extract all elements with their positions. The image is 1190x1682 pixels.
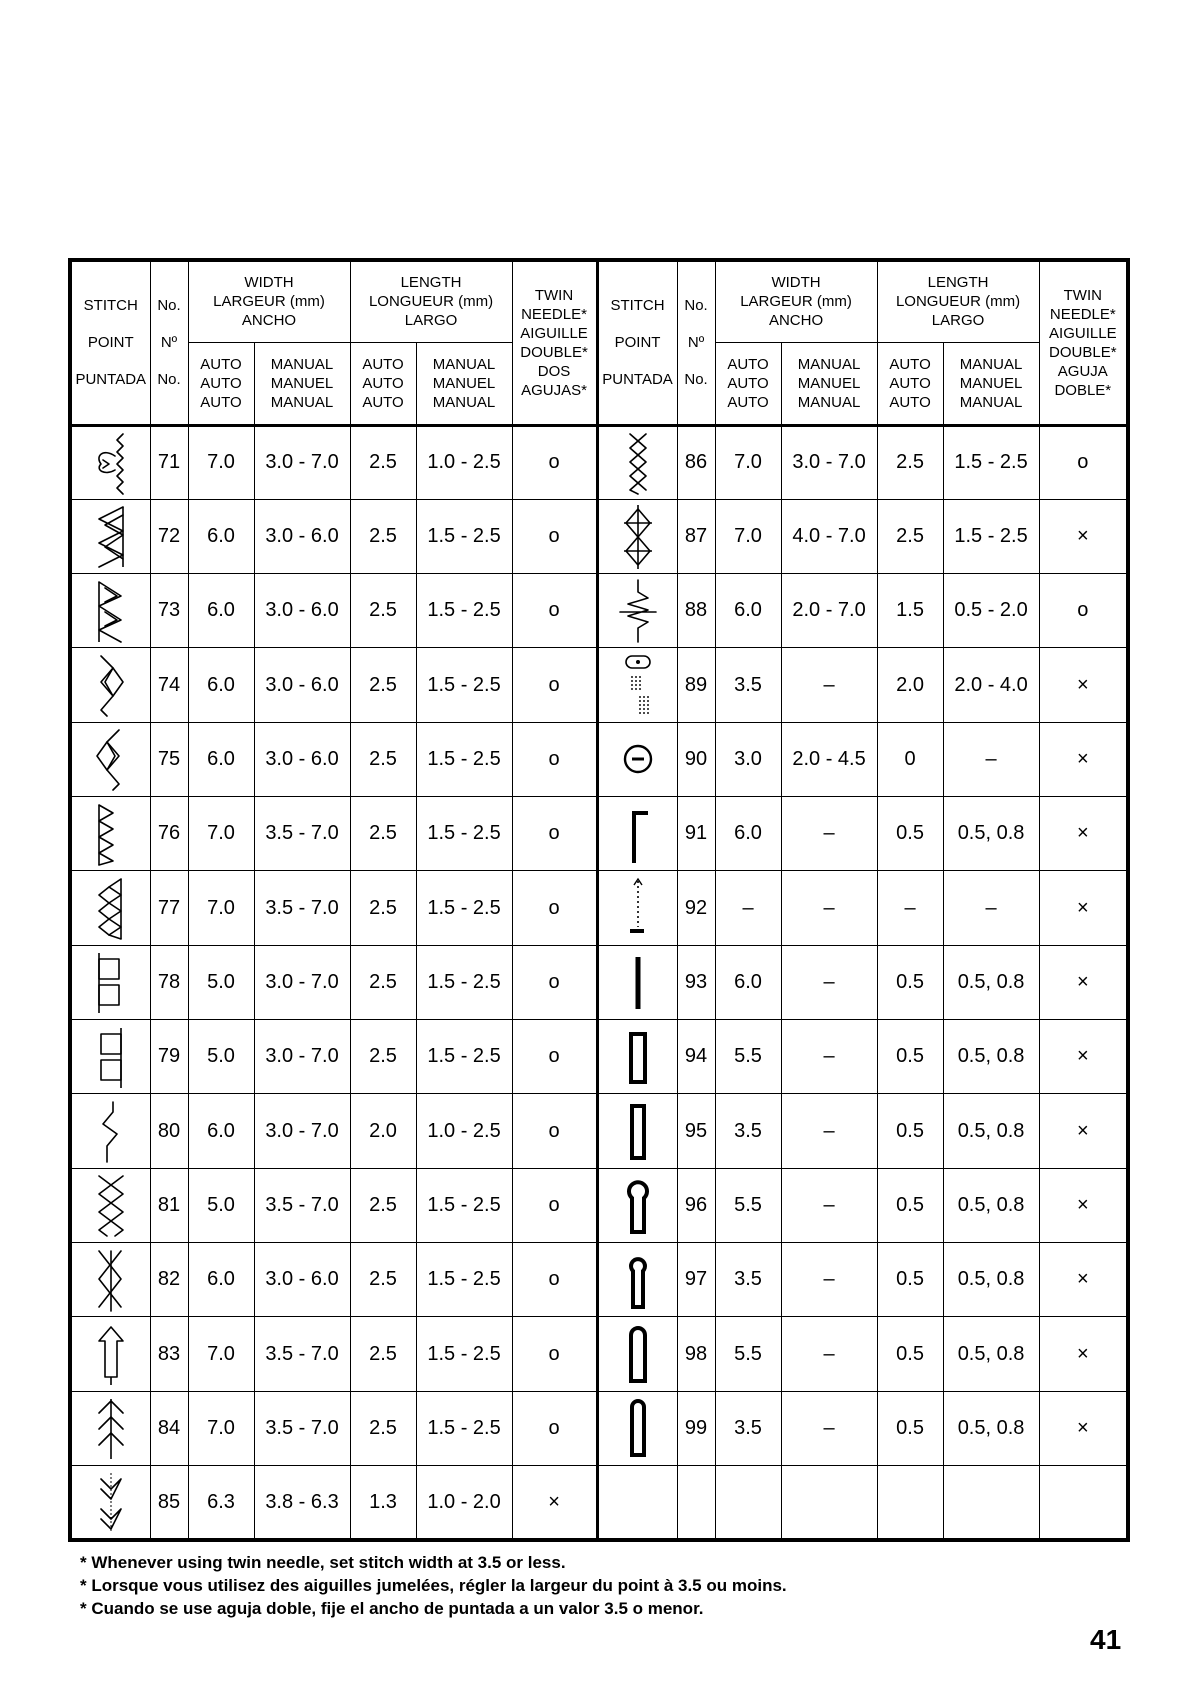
length-manual-value: 0.5, 0.8 [943, 1168, 1039, 1242]
stitch-number: 74 [150, 648, 188, 722]
table-row [70, 648, 1128, 722]
stitch-number: 94 [677, 1020, 715, 1094]
header-width-auto-right: AUTO AUTO AUTO [715, 342, 781, 425]
length-manual-value: – [943, 871, 1039, 945]
header-width-manual-left: MANUAL MANUEL MANUAL [254, 342, 350, 425]
stitch-number: 80 [150, 1094, 188, 1168]
stitch-icon-cell [597, 797, 677, 871]
stitch-number: 82 [150, 1243, 188, 1317]
stitch-icon-cell [70, 1020, 150, 1094]
stitch-83-icon [72, 1321, 150, 1387]
stitch-number: 97 [677, 1243, 715, 1317]
length-auto-value: 2.5 [350, 722, 416, 796]
length-auto-value: 2.5 [350, 1168, 416, 1242]
length-manual-value: 0.5 - 2.0 [943, 574, 1039, 648]
width-manual-value: 3.0 - 6.0 [254, 574, 350, 648]
width-manual-value: 3.5 - 7.0 [254, 871, 350, 945]
table-row [70, 425, 1128, 499]
length-manual-value: 1.5 - 2.5 [416, 648, 512, 722]
twin-needle-mark: × [1039, 1020, 1128, 1094]
length-auto-value: 0.5 [877, 1243, 943, 1317]
stitch-99-icon [599, 1395, 677, 1461]
length-manual-value: 1.5 - 2.5 [943, 499, 1039, 573]
width-manual-value: – [781, 1168, 877, 1242]
width-auto-value: 6.0 [188, 574, 254, 648]
twin-needle-mark: o [512, 499, 597, 573]
width-manual-value: – [781, 1243, 877, 1317]
table-row [70, 945, 1128, 1019]
table-row [70, 1317, 1128, 1391]
length-manual-value: 1.0 - 2.5 [416, 1094, 512, 1168]
twin-needle-mark: o [512, 574, 597, 648]
stitch-87-icon [599, 503, 677, 569]
stitch-icon-cell [70, 797, 150, 871]
stitch-icon-cell [70, 425, 150, 499]
twin-needle-mark: × [1039, 722, 1128, 796]
length-manual-value: 0.5, 0.8 [943, 1243, 1039, 1317]
length-manual-value: 2.0 - 4.0 [943, 648, 1039, 722]
length-auto-value [877, 1466, 943, 1540]
twin-needle-mark: o [512, 1243, 597, 1317]
stitch-94-icon [599, 1024, 677, 1090]
twin-needle-mark: × [1039, 648, 1128, 722]
twin-needle-mark: o [512, 871, 597, 945]
stitch-78-icon [72, 949, 150, 1015]
length-auto-value: 0.5 [877, 1168, 943, 1242]
header-no-left: No. Nº No. [150, 260, 188, 425]
width-manual-value: 3.0 - 7.0 [254, 1020, 350, 1094]
twin-needle-mark: o [512, 797, 597, 871]
stitch-number: 92 [677, 871, 715, 945]
twin-needle-mark: × [1039, 1317, 1128, 1391]
stitch-icon-cell [597, 425, 677, 499]
twin-needle-mark: o [512, 425, 597, 499]
twin-needle-mark: o [512, 945, 597, 1019]
length-auto-value: 0.5 [877, 797, 943, 871]
twin-needle-mark: o [512, 722, 597, 796]
header-width-left: WIDTH LARGEUR (mm) ANCHO [188, 260, 350, 342]
length-manual-value: 1.0 - 2.0 [416, 1466, 512, 1540]
stitch-77-icon [72, 875, 150, 941]
length-auto-value: 0.5 [877, 1391, 943, 1465]
twin-needle-mark: × [1039, 1243, 1128, 1317]
twin-needle-mark: o [512, 1020, 597, 1094]
width-auto-value: 6.0 [188, 722, 254, 796]
width-auto-value: 6.0 [188, 1094, 254, 1168]
stitch-number: 75 [150, 722, 188, 796]
width-auto-value: 7.0 [188, 1391, 254, 1465]
length-manual-value: 1.5 - 2.5 [416, 1391, 512, 1465]
stitch-72-icon [72, 503, 150, 569]
stitch-icon-cell [597, 648, 677, 722]
stitch-91-icon [599, 801, 677, 867]
length-auto-value: 2.5 [350, 797, 416, 871]
stitch-icon-cell [70, 945, 150, 1019]
length-auto-value: 2.5 [350, 1391, 416, 1465]
width-auto-value [715, 1466, 781, 1540]
stitch-number: 88 [677, 574, 715, 648]
length-auto-value: 2.5 [350, 425, 416, 499]
twin-needle-mark: × [1039, 499, 1128, 573]
stitch-79-icon [72, 1024, 150, 1090]
footnote-english: * Whenever using twin needle, set stitch width at 3.5 or less. [80, 1553, 566, 1572]
width-auto-value: 6.0 [188, 648, 254, 722]
header-length-left: LENGTH LONGUEUR (mm) LARGO [350, 260, 512, 342]
stitch-icon-cell [70, 648, 150, 722]
stitch-number: 89 [677, 648, 715, 722]
width-auto-value: 6.3 [188, 1466, 254, 1540]
stitch-icon-cell [70, 574, 150, 648]
width-manual-value: 3.5 - 7.0 [254, 1317, 350, 1391]
stitch-number: 79 [150, 1020, 188, 1094]
stitch-icon-cell [597, 574, 677, 648]
stitch-85-icon [72, 1469, 150, 1535]
table-row [70, 722, 1128, 796]
length-manual-value: 1.5 - 2.5 [416, 1168, 512, 1242]
width-manual-value: – [781, 1094, 877, 1168]
length-auto-value: 2.0 [877, 648, 943, 722]
stitch-icon-cell [70, 1168, 150, 1242]
width-auto-value: 3.5 [715, 648, 781, 722]
width-auto-value: 6.0 [715, 574, 781, 648]
header-stitch-right: STITCH POINT PUNTADA [597, 260, 677, 425]
table-row [70, 1391, 1128, 1465]
stitch-icon-cell [70, 1391, 150, 1465]
width-manual-value [781, 1466, 877, 1540]
twin-needle-mark: o [1039, 574, 1128, 648]
length-auto-value: 1.3 [350, 1466, 416, 1540]
stitch-number: 72 [150, 499, 188, 573]
table-row [70, 1168, 1128, 1242]
width-auto-value: 6.0 [715, 945, 781, 1019]
table-row [70, 871, 1128, 945]
stitch-icon-cell [70, 1466, 150, 1540]
width-manual-value: – [781, 797, 877, 871]
width-auto-value: 5.0 [188, 1168, 254, 1242]
length-manual-value: 1.5 - 2.5 [416, 1317, 512, 1391]
stitch-icon-cell [597, 1168, 677, 1242]
length-auto-value: 0.5 [877, 1094, 943, 1168]
stitch-number: 77 [150, 871, 188, 945]
stitch-98-icon [599, 1321, 677, 1387]
width-auto-value: 5.0 [188, 1020, 254, 1094]
width-auto-value: 7.0 [188, 1317, 254, 1391]
length-auto-value: 2.5 [350, 499, 416, 573]
header-stitch-left: STITCH POINT PUNTADA [70, 260, 150, 425]
stitch-icon-cell [597, 1094, 677, 1168]
stitch-82-icon [72, 1247, 150, 1313]
length-auto-value: 0.5 [877, 1317, 943, 1391]
table-row [70, 797, 1128, 871]
stitch-icon-cell [70, 1243, 150, 1317]
header-length-manual-left: MANUAL MANUEL MANUAL [416, 342, 512, 425]
length-auto-value: 2.5 [877, 499, 943, 573]
width-auto-value: 5.5 [715, 1168, 781, 1242]
length-auto-value: 2.5 [350, 1020, 416, 1094]
width-auto-value: – [715, 871, 781, 945]
width-manual-value: 3.0 - 7.0 [254, 1094, 350, 1168]
length-auto-value: 2.5 [350, 1243, 416, 1317]
table-row [70, 1466, 1128, 1540]
length-auto-value: 2.5 [877, 425, 943, 499]
table-row [70, 1243, 1128, 1317]
twin-needle-mark: × [1039, 797, 1128, 871]
twin-needle-mark: o [512, 1094, 597, 1168]
table-row [70, 499, 1128, 573]
stitch-number: 83 [150, 1317, 188, 1391]
stitch-73-icon [72, 578, 150, 644]
stitch-icon-cell [70, 1094, 150, 1168]
stitch-icon-cell [70, 871, 150, 945]
stitch-icon-cell [597, 1243, 677, 1317]
table-body [70, 425, 1128, 1540]
header-width-manual-right: MANUAL MANUEL MANUAL [781, 342, 877, 425]
width-auto-value: 3.0 [715, 722, 781, 796]
length-auto-value: 2.5 [350, 945, 416, 1019]
width-auto-value: 3.5 [715, 1391, 781, 1465]
header-length-manual-right: MANUAL MANUEL MANUAL [943, 342, 1039, 425]
stitch-number: 71 [150, 425, 188, 499]
stitch-97-icon [599, 1247, 677, 1313]
length-manual-value: 0.5, 0.8 [943, 945, 1039, 1019]
width-manual-value: – [781, 1020, 877, 1094]
stitch-89-icon [599, 652, 677, 718]
width-manual-value: – [781, 1317, 877, 1391]
stitch-number: 98 [677, 1317, 715, 1391]
width-auto-value: 3.5 [715, 1243, 781, 1317]
header-width-auto-left: AUTO AUTO AUTO [188, 342, 254, 425]
length-manual-value: 1.5 - 2.5 [943, 425, 1039, 499]
width-manual-value: 3.0 - 7.0 [781, 425, 877, 499]
stitch-number: 91 [677, 797, 715, 871]
stitch-number: 95 [677, 1094, 715, 1168]
stitch-80-icon [72, 1098, 150, 1164]
width-manual-value: – [781, 648, 877, 722]
stitch-93-icon [599, 949, 677, 1015]
twin-needle-mark: × [1039, 1391, 1128, 1465]
width-auto-value: 5.5 [715, 1317, 781, 1391]
stitch-icon-cell [597, 871, 677, 945]
header-twin-right: TWIN NEEDLE* AIGUILLE DOUBLE* AGUJA DOBLE* [1039, 260, 1128, 425]
stitch-71-icon [72, 430, 150, 496]
length-auto-value: 0 [877, 722, 943, 796]
stitch-74-icon [72, 652, 150, 718]
twin-needle-mark: o [512, 1317, 597, 1391]
length-manual-value: 0.5, 0.8 [943, 797, 1039, 871]
stitch-number: 85 [150, 1466, 188, 1540]
footnote-french: * Lorsque vous utilisez des aiguilles jumelées, régler la largeur du point à 3.5 ou moins. [80, 1576, 787, 1595]
length-auto-value: 2.5 [350, 574, 416, 648]
stitch-number: 81 [150, 1168, 188, 1242]
width-manual-value: 3.5 - 7.0 [254, 1168, 350, 1242]
length-manual-value: 1.0 - 2.5 [416, 425, 512, 499]
twin-needle-mark: o [512, 1391, 597, 1465]
length-auto-value: 1.5 [877, 574, 943, 648]
twin-needle-mark: × [1039, 1168, 1128, 1242]
width-manual-value: 4.0 - 7.0 [781, 499, 877, 573]
twin-needle-mark: o [512, 1168, 597, 1242]
stitch-number: 78 [150, 945, 188, 1019]
stitch-76-icon [72, 801, 150, 867]
table-row [70, 1094, 1128, 1168]
length-manual-value: – [943, 722, 1039, 796]
stitch-number: 86 [677, 425, 715, 499]
width-manual-value: 3.5 - 7.0 [254, 1391, 350, 1465]
header-width-right: WIDTH LARGEUR (mm) ANCHO [715, 260, 877, 342]
stitch-92-icon [599, 875, 677, 941]
stitch-96-icon [599, 1172, 677, 1238]
stitch-86-icon [599, 430, 677, 496]
stitch-81-icon [72, 1172, 150, 1238]
stitch-table [68, 258, 1130, 1542]
width-auto-value: 7.0 [715, 499, 781, 573]
length-manual-value: 1.5 - 2.5 [416, 499, 512, 573]
twin-needle-mark: o [512, 648, 597, 722]
stitch-icon-cell [597, 1020, 677, 1094]
length-manual-value: 0.5, 0.8 [943, 1094, 1039, 1168]
length-manual-value: 1.5 - 2.5 [416, 722, 512, 796]
stitch-number: 84 [150, 1391, 188, 1465]
stitch-95-icon [599, 1098, 677, 1164]
stitch-icon-cell [70, 722, 150, 796]
width-manual-value: – [781, 871, 877, 945]
length-auto-value: 2.5 [350, 871, 416, 945]
stitch-90-icon [599, 726, 677, 792]
width-manual-value: 3.0 - 7.0 [254, 425, 350, 499]
table-row [70, 1020, 1128, 1094]
width-manual-value: 3.0 - 6.0 [254, 648, 350, 722]
width-auto-value: 6.0 [188, 499, 254, 573]
twin-needle-mark: × [1039, 1094, 1128, 1168]
stitch-icon-cell [597, 1466, 677, 1540]
width-auto-value: 5.0 [188, 945, 254, 1019]
width-manual-value: 3.0 - 6.0 [254, 1243, 350, 1317]
width-manual-value: 3.5 - 7.0 [254, 797, 350, 871]
length-auto-value: 2.5 [350, 1317, 416, 1391]
stitch-number: 73 [150, 574, 188, 648]
width-manual-value: – [781, 945, 877, 1019]
width-manual-value: 2.0 - 7.0 [781, 574, 877, 648]
width-auto-value: 3.5 [715, 1094, 781, 1168]
length-auto-value: 2.5 [350, 648, 416, 722]
width-auto-value: 7.0 [188, 425, 254, 499]
twin-needle-mark [1039, 1466, 1128, 1540]
table-header [70, 260, 1128, 425]
twin-needle-mark: × [512, 1466, 597, 1540]
length-manual-value: 1.5 - 2.5 [416, 574, 512, 648]
stitch-number: 99 [677, 1391, 715, 1465]
header-length-auto-left: AUTO AUTO AUTO [350, 342, 416, 425]
length-manual-value: 0.5, 0.8 [943, 1020, 1039, 1094]
width-manual-value: 3.0 - 6.0 [254, 722, 350, 796]
stitch-icon-cell [597, 1391, 677, 1465]
width-auto-value: 7.0 [188, 797, 254, 871]
length-auto-value: 0.5 [877, 1020, 943, 1094]
width-auto-value: 7.0 [188, 871, 254, 945]
header-length-right: LENGTH LONGUEUR (mm) LARGO [877, 260, 1039, 342]
table-row [70, 574, 1128, 648]
twin-needle-mark: o [1039, 425, 1128, 499]
width-auto-value: 5.5 [715, 1020, 781, 1094]
stitch-icon-cell [597, 499, 677, 573]
stitch-number [677, 1466, 715, 1540]
stitch-number: 96 [677, 1168, 715, 1242]
width-manual-value: 3.8 - 6.3 [254, 1466, 350, 1540]
header-no-right: No. Nº No. [677, 260, 715, 425]
stitch-icon-cell [597, 722, 677, 796]
twin-needle-mark: × [1039, 945, 1128, 1019]
width-manual-value: 3.0 - 7.0 [254, 945, 350, 1019]
width-auto-value: 6.0 [188, 1243, 254, 1317]
width-manual-value: 2.0 - 4.5 [781, 722, 877, 796]
stitch-number: 90 [677, 722, 715, 796]
length-manual-value: 1.5 - 2.5 [416, 1020, 512, 1094]
length-manual-value: 1.5 - 2.5 [416, 797, 512, 871]
stitch-icon-cell [70, 499, 150, 573]
width-manual-value: – [781, 1391, 877, 1465]
twin-needle-mark: × [1039, 871, 1128, 945]
footnote-spanish: * Cuando se use aguja doble, fije el ancho de puntada a un valor 3.5 o menor. [80, 1599, 704, 1618]
stitch-icon-cell [70, 1317, 150, 1391]
length-manual-value: 1.5 - 2.5 [416, 871, 512, 945]
length-manual-value: 0.5, 0.8 [943, 1391, 1039, 1465]
footnotes [80, 1551, 787, 1620]
stitch-84-icon [72, 1395, 150, 1461]
length-auto-value: 0.5 [877, 945, 943, 1019]
width-manual-value: 3.0 - 6.0 [254, 499, 350, 573]
stitch-88-icon [599, 578, 677, 644]
stitch-icon-cell [597, 1317, 677, 1391]
length-manual-value: 0.5, 0.8 [943, 1317, 1039, 1391]
stitch-number: 93 [677, 945, 715, 1019]
stitch-icon-cell [597, 945, 677, 1019]
width-auto-value: 7.0 [715, 425, 781, 499]
length-auto-value: – [877, 871, 943, 945]
length-manual-value: 1.5 - 2.5 [416, 1243, 512, 1317]
stitch-number: 87 [677, 499, 715, 573]
length-manual-value: 1.5 - 2.5 [416, 945, 512, 1019]
stitch-number: 76 [150, 797, 188, 871]
length-auto-value: 2.0 [350, 1094, 416, 1168]
length-manual-value [943, 1466, 1039, 1540]
width-auto-value: 6.0 [715, 797, 781, 871]
page-number: 41 [1090, 1624, 1122, 1655]
header-twin-left: TWIN NEEDLE* AIGUILLE DOUBLE* DOS AGUJAS* [512, 260, 597, 425]
header-length-auto-right: AUTO AUTO AUTO [877, 342, 943, 425]
stitch-75-icon [72, 726, 150, 792]
